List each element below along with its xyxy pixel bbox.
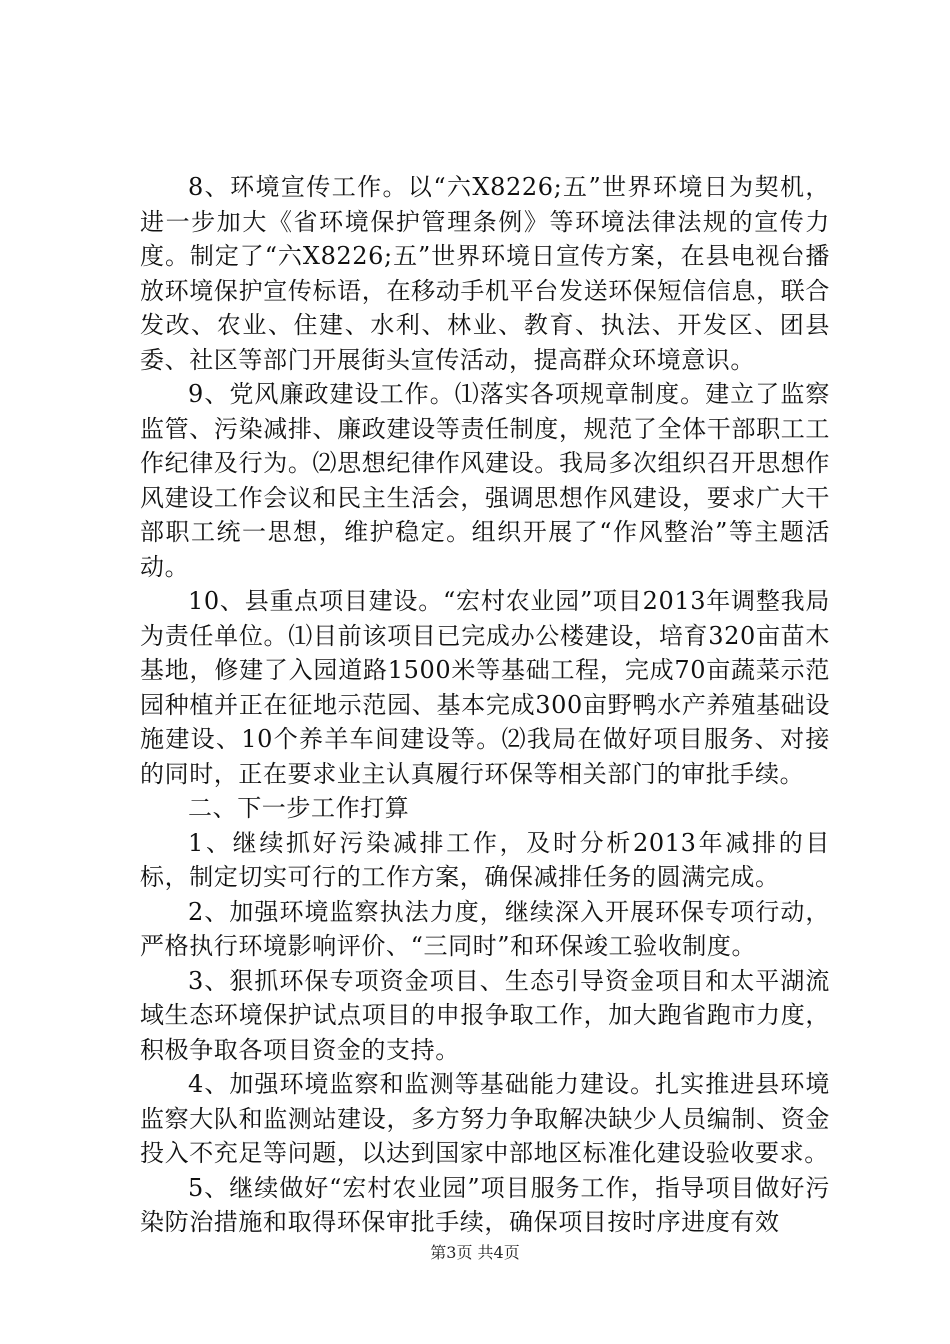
page-footer: 第3页 共4页 — [430, 1243, 520, 1262]
section-heading-next-steps: 二、下一步工作打算 — [188, 794, 410, 822]
paragraph-party-integrity: 9、党风廉政建设工作。⑴落实各项规章制度。建立了监察监管、污染减排、廉政建设等责任制度，规范了全体干部职工工作纪律及行为。⑵思想纪律作风建设。我局多次组织召开思想作风建设工作会议和民主生活会，强调思想作风建设，要求广大干部职工统一思想，维护稳定。组织开展了“作风整治”等主题活动。 — [140, 380, 830, 581]
paragraph-plan-1: 1、继续抓好污染减排工作，及时分析2013年减排的目标，制定切实可行的工作方案，确保减排任务的圆满完成。 — [140, 828, 830, 891]
document-body — [140, 170, 830, 1240]
paragraph-plan-5: 5、继续做好“宏村农业园”项目服务工作，指导项目做好污染防治措施和取得环保审批手续，确保项目按时序进度有效 — [140, 1173, 830, 1236]
paragraph-plan-2: 2、加强环境监察执法力度，继续深入开展环保专项行动，严格执行环境影响评价、“三同时”和环保竣工验收制度。 — [140, 897, 830, 960]
paragraph-environment-publicity: 8、环境宣传工作。以“六X8226;五”世界环境日为契机，进一步加大《省环境保护管理条例》等环境法律法规的宣传力度。制定了“六X8226;五”世界环境日宣传方案，在县电视台播放环境保护宣传标语，在移动手机平台发送环保短信信息，联合发改、农业、住建、水利、林业、教育、执法、开发区、团县委、社区等部门开展街头宣传活动，提高群众环境意识。 — [140, 173, 830, 374]
paragraph-plan-4: 4、加强环境监察和监测等基础能力建设。扎实推进县环境监察大队和监测站建设，多方努力争取解决缺少人员编制、资金投入不充足等问题，以达到国家中部地区标准化建设验收要求。 — [140, 1070, 830, 1167]
paragraph-plan-3: 3、狠抓环保专项资金项目、生态引导资金项目和太平湖流域生态环境保护试点项目的申报争取工作，加大跑省跑市力度，积极争取各项目资金的支持。 — [140, 966, 830, 1064]
paragraph-key-project: 10、县重点项目建设。“宏村农业园”项目2013年调整我局为责任单位。⑴目前该项目已完成办公楼建设，培育320亩苗木基地，修建了入园道路1500米等基础工程，完成70亩蔬菜示范园种植并正在征地示范园、基本完成300亩野鸭水产养殖基础设施建设、10个养羊车间建设等。⑵我局在做好项目服务、对接的同时，正在要求业主认真履行环保等相关部门的审批手续。 — [140, 587, 830, 788]
